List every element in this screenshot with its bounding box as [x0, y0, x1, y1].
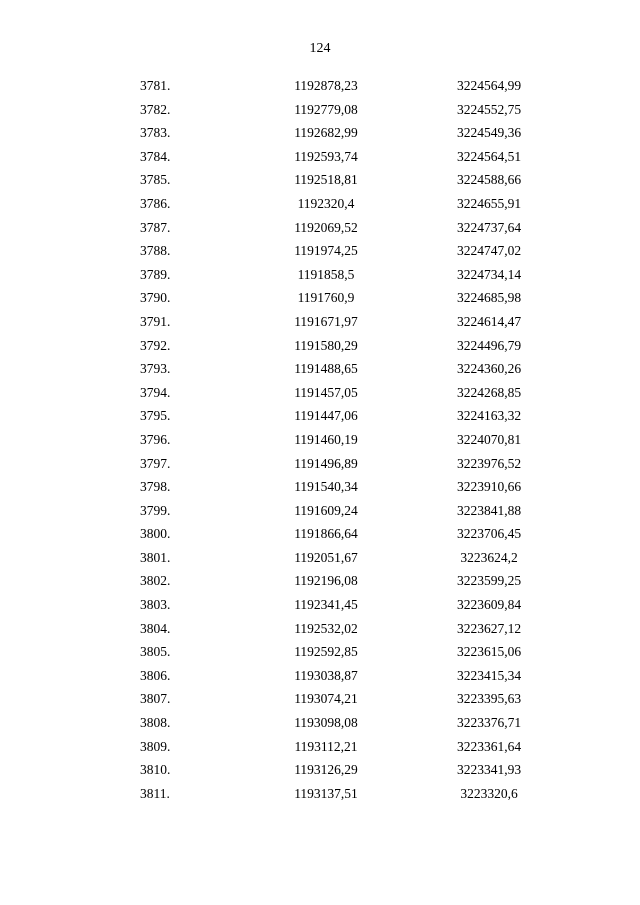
table-row — [0, 593, 640, 617]
y-coordinate: 3223624,2 — [460, 549, 518, 565]
y-coordinate: 3224655,91 — [456, 195, 522, 211]
point-number: 3803. — [140, 597, 171, 613]
point-number: 3805. — [140, 644, 171, 660]
table-row — [0, 334, 640, 358]
point-number: 3800. — [140, 526, 171, 542]
y-coordinate: 3224614,47 — [456, 313, 522, 329]
y-coordinate: 3223976,52 — [456, 455, 522, 471]
point-number: 3789. — [140, 266, 171, 282]
point-number: 3797. — [140, 455, 171, 471]
x-coordinate: 1191460,19 — [294, 431, 358, 447]
y-coordinate: 3224685,98 — [456, 290, 522, 306]
x-coordinate: 1191858,5 — [297, 266, 355, 282]
point-number: 3811. — [140, 785, 170, 801]
point-number: 3783. — [140, 125, 171, 141]
table-row — [0, 687, 640, 711]
table-row — [0, 286, 640, 310]
y-coordinate: 3223841,88 — [456, 502, 522, 518]
table-row — [0, 546, 640, 570]
x-coordinate: 1192532,02 — [294, 620, 358, 636]
x-coordinate: 1192341,45 — [294, 597, 358, 613]
y-coordinate: 3224163,32 — [456, 408, 522, 424]
table-row — [0, 664, 640, 688]
y-coordinate: 3223376,71 — [456, 715, 522, 731]
x-coordinate: 1191496,89 — [294, 455, 358, 471]
x-coordinate: 1193126,29 — [294, 762, 358, 778]
x-coordinate: 1192069,52 — [294, 219, 358, 235]
point-number: 3808. — [140, 715, 171, 731]
point-number: 3806. — [140, 667, 171, 683]
x-coordinate: 1192518,81 — [294, 172, 358, 188]
y-coordinate: 3224360,26 — [456, 361, 522, 377]
x-coordinate: 1192592,85 — [294, 644, 358, 660]
y-coordinate: 3223706,45 — [456, 526, 522, 542]
coordinates-table — [0, 74, 640, 805]
table-row — [0, 522, 640, 546]
table-row — [0, 357, 640, 381]
point-number: 3786. — [140, 195, 171, 211]
point-number: 3794. — [140, 384, 171, 400]
table-row — [0, 452, 640, 476]
y-coordinate: 3224070,81 — [456, 431, 522, 447]
x-coordinate: 1191609,24 — [294, 502, 358, 518]
y-coordinate: 3223341,93 — [456, 762, 522, 778]
x-coordinate: 1191974,25 — [294, 243, 358, 259]
point-number: 3791. — [140, 313, 171, 329]
y-coordinate: 3224496,79 — [456, 337, 522, 353]
y-coordinate: 3223361,64 — [456, 738, 522, 754]
table-row — [0, 711, 640, 735]
y-coordinate: 3223910,66 — [456, 479, 522, 495]
y-coordinate: 3224737,64 — [456, 219, 522, 235]
x-coordinate: 1193074,21 — [294, 691, 358, 707]
table-row — [0, 381, 640, 405]
point-number: 3796. — [140, 431, 171, 447]
point-number: 3795. — [140, 408, 171, 424]
table-row — [0, 310, 640, 334]
point-number: 3793. — [140, 361, 171, 377]
table-row — [0, 640, 640, 664]
y-coordinate: 3224747,02 — [456, 243, 522, 259]
table-row — [0, 499, 640, 523]
x-coordinate: 1191488,65 — [294, 361, 358, 377]
y-coordinate: 3224552,75 — [456, 101, 522, 117]
table-row — [0, 98, 640, 122]
x-coordinate: 1191457,05 — [294, 384, 358, 400]
point-number: 3790. — [140, 290, 171, 306]
table-row — [0, 263, 640, 287]
point-number: 3788. — [140, 243, 171, 259]
x-coordinate: 1192593,74 — [294, 148, 358, 164]
point-number: 3810. — [140, 762, 171, 778]
table-row — [0, 121, 640, 145]
table-row — [0, 569, 640, 593]
x-coordinate: 1191760,9 — [297, 290, 355, 306]
page-number: 124 — [309, 41, 331, 56]
table-row — [0, 617, 640, 641]
point-number: 3801. — [140, 549, 171, 565]
point-number: 3809. — [140, 738, 171, 754]
table-row — [0, 782, 640, 806]
y-coordinate: 3224588,66 — [456, 172, 522, 188]
y-coordinate: 3223615,06 — [456, 644, 522, 660]
point-number: 3781. — [140, 78, 171, 93]
table-row — [0, 216, 640, 240]
x-coordinate: 1191866,64 — [294, 526, 358, 542]
point-number: 3784. — [140, 148, 171, 164]
x-coordinate: 1192682,99 — [294, 125, 358, 141]
y-coordinate: 3223395,63 — [456, 691, 522, 707]
y-coordinate: 3224564,99 — [456, 78, 522, 93]
x-coordinate: 1192878,23 — [294, 78, 358, 93]
y-coordinate: 3223599,25 — [456, 573, 522, 589]
point-number: 3802. — [140, 573, 171, 589]
y-coordinate: 3224734,14 — [456, 266, 522, 282]
x-coordinate: 1191580,29 — [294, 337, 358, 353]
y-coordinate: 3224549,36 — [456, 125, 522, 141]
point-number: 3787. — [140, 219, 171, 235]
x-coordinate: 1192196,08 — [294, 573, 358, 589]
x-coordinate: 1193038,87 — [294, 667, 358, 683]
point-number: 3792. — [140, 337, 171, 353]
x-coordinate: 1191671,97 — [294, 313, 358, 329]
table-row — [0, 239, 640, 263]
table-row — [0, 475, 640, 499]
y-coordinate: 3224564,51 — [456, 148, 522, 164]
table-row — [0, 168, 640, 192]
x-coordinate: 1193112,21 — [294, 738, 358, 754]
point-number: 3782. — [140, 101, 171, 117]
table-row — [0, 74, 640, 98]
point-number: 3785. — [140, 172, 171, 188]
y-coordinate: 3223627,12 — [456, 620, 522, 636]
table-row — [0, 428, 640, 452]
point-number: 3798. — [140, 479, 171, 495]
point-number: 3807. — [140, 691, 171, 707]
x-coordinate: 1193137,51 — [294, 785, 358, 801]
x-coordinate: 1191540,34 — [294, 479, 358, 495]
x-coordinate: 1192051,67 — [294, 549, 358, 565]
table-row — [0, 404, 640, 428]
point-number: 3804. — [140, 620, 171, 636]
y-coordinate: 3224268,85 — [456, 384, 522, 400]
x-coordinate: 1193098,08 — [294, 715, 358, 731]
y-coordinate: 3223320,6 — [460, 785, 518, 801]
point-number: 3799. — [140, 502, 171, 518]
y-coordinate: 3223415,34 — [456, 667, 522, 683]
y-coordinate: 3223609,84 — [456, 597, 522, 613]
x-coordinate: 1191447,06 — [294, 408, 358, 424]
table-row — [0, 758, 640, 782]
table-row — [0, 735, 640, 759]
x-coordinate: 1192320,4 — [297, 195, 355, 211]
table-row — [0, 145, 640, 169]
x-coordinate: 1192779,08 — [294, 101, 358, 117]
table-row — [0, 192, 640, 216]
